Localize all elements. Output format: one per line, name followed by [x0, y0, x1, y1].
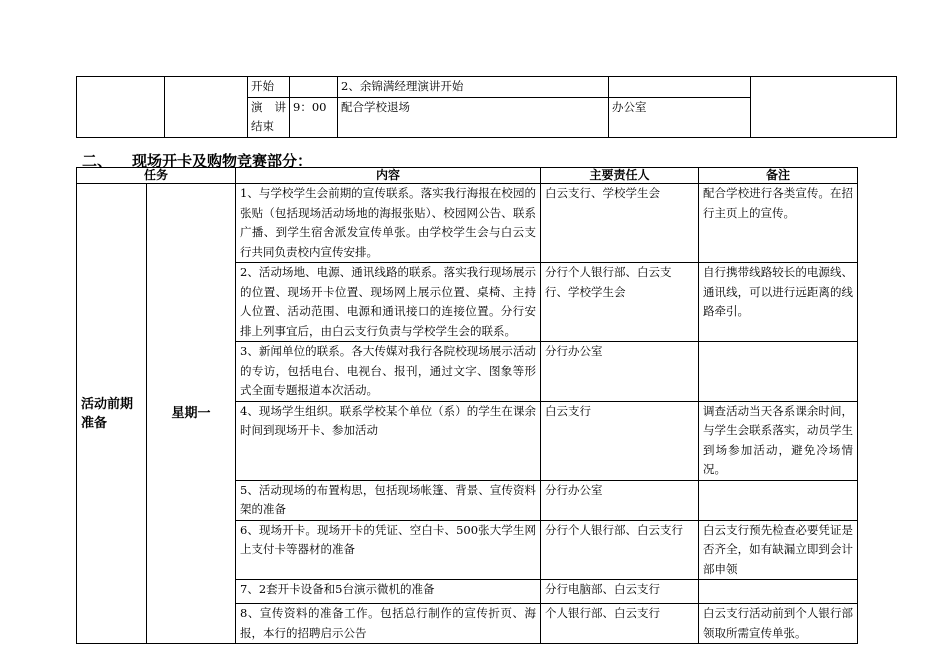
content-cell: 6、现场开卡。现场开卡的凭证、空白卡、500张大学生网上支付卡等器材的准备 [236, 520, 541, 580]
content-cell: 4、现场学生组织。联系学校某个单位（系）的学生在课余时间到现场开卡、参加活动 [236, 401, 541, 480]
content-cell: 2、活动场地、电源、通讯线路的联系。落实我行现场展示的位置、现场开卡位置、现场网上展示位置、桌椅、主持人位置、活动范围、电源和通讯接口的连接位置。分行安排上列事宜后，由白云支行负责与学校学生会的联系。 [236, 263, 541, 342]
empty-cell [165, 77, 248, 138]
day-cell: 星期一 [147, 184, 236, 644]
time-cell [290, 77, 338, 98]
owner-cell: 分行个人银行部、白云支行 [541, 520, 699, 580]
owner-cell: 办公室 [609, 97, 751, 137]
empty-cell [751, 77, 897, 138]
remark-cell: 白云支行活动前到个人银行部领取所需宣传单张。 [699, 604, 858, 644]
header-remark: 备注 [699, 168, 858, 184]
stage-cell: 开始 [248, 77, 290, 98]
owner-cell: 分行个人银行部、白云支行、学校学生会 [541, 263, 699, 342]
schedule-table-continued [76, 76, 897, 138]
table-row [77, 184, 858, 263]
owner-cell: 白云支行、学校学生会 [541, 184, 699, 263]
content-cell: 3、新闻单位的联系。各大传媒对我行各院校现场展示活动的专访，包括电台、电视台、报刊，通过文字、图象等形式全面专题报道本次活动。 [236, 342, 541, 402]
remark-cell: 配合学校进行各类宣传。在招行主页上的宣传。 [699, 184, 858, 263]
owner-cell: 分行电脑部、白云支行 [541, 580, 699, 604]
phase-cell: 活动前期准备 [77, 184, 147, 644]
header-content: 内容 [236, 168, 541, 184]
remark-cell [699, 480, 858, 520]
section-title: 现场开卡及购物竞赛部分： [132, 152, 313, 170]
content-cell: 配合学校退场 [338, 97, 609, 137]
remark-cell: 自行携带线路较长的电源线、通讯线，可以进行远距离的线路牵引。 [699, 263, 858, 342]
remark-cell: 调查活动当天各系课余时间，与学生会联系落实，动员学生到场参加活动，避免冷场情况。 [699, 401, 858, 480]
time-cell: 9：00 [290, 97, 338, 137]
table-header-row [77, 168, 858, 184]
content-cell: 8、宣传资料的准备工作。包括总行制作的宣传折页、海报，本行的招聘启示公告 [236, 604, 541, 644]
owner-cell: 白云支行 [541, 401, 699, 480]
header-task: 任务 [77, 168, 236, 184]
content-cell: 7、2套开卡设备和5台演示微机的准备 [236, 580, 541, 604]
stage-cell: 演 讲 结束 [248, 97, 290, 137]
owner-cell: 个人银行部、白云支行 [541, 604, 699, 644]
owner-cell: 分行办公室 [541, 342, 699, 402]
remark-cell: 白云支行预先检查必要凭证是否齐全，如有缺漏立即到会计部申领 [699, 520, 858, 580]
owner-cell: 分行办公室 [541, 480, 699, 520]
content-cell: 1、与学校学生会前期的宣传联系。落实我行海报在校园的张贴（包括现场活动场地的海报张贴）、校园网公告、联系广播、到学生宿舍派发宣传单张。由学校学生会与白云支行共同负责校内宣传安排。 [236, 184, 541, 263]
remark-cell [699, 580, 858, 604]
empty-cell [77, 77, 165, 138]
header-owner: 主要责任人 [541, 168, 699, 184]
content-cell: 5、活动现场的布置构思，包括现场帐篷、背景、宣传资料架的准备 [236, 480, 541, 520]
content-cell: 2、余锦满经理演讲开始 [338, 77, 609, 98]
preparation-table [76, 167, 858, 644]
remark-cell [699, 342, 858, 402]
owner-cell [609, 77, 751, 98]
section-number: 二、 [82, 152, 113, 170]
